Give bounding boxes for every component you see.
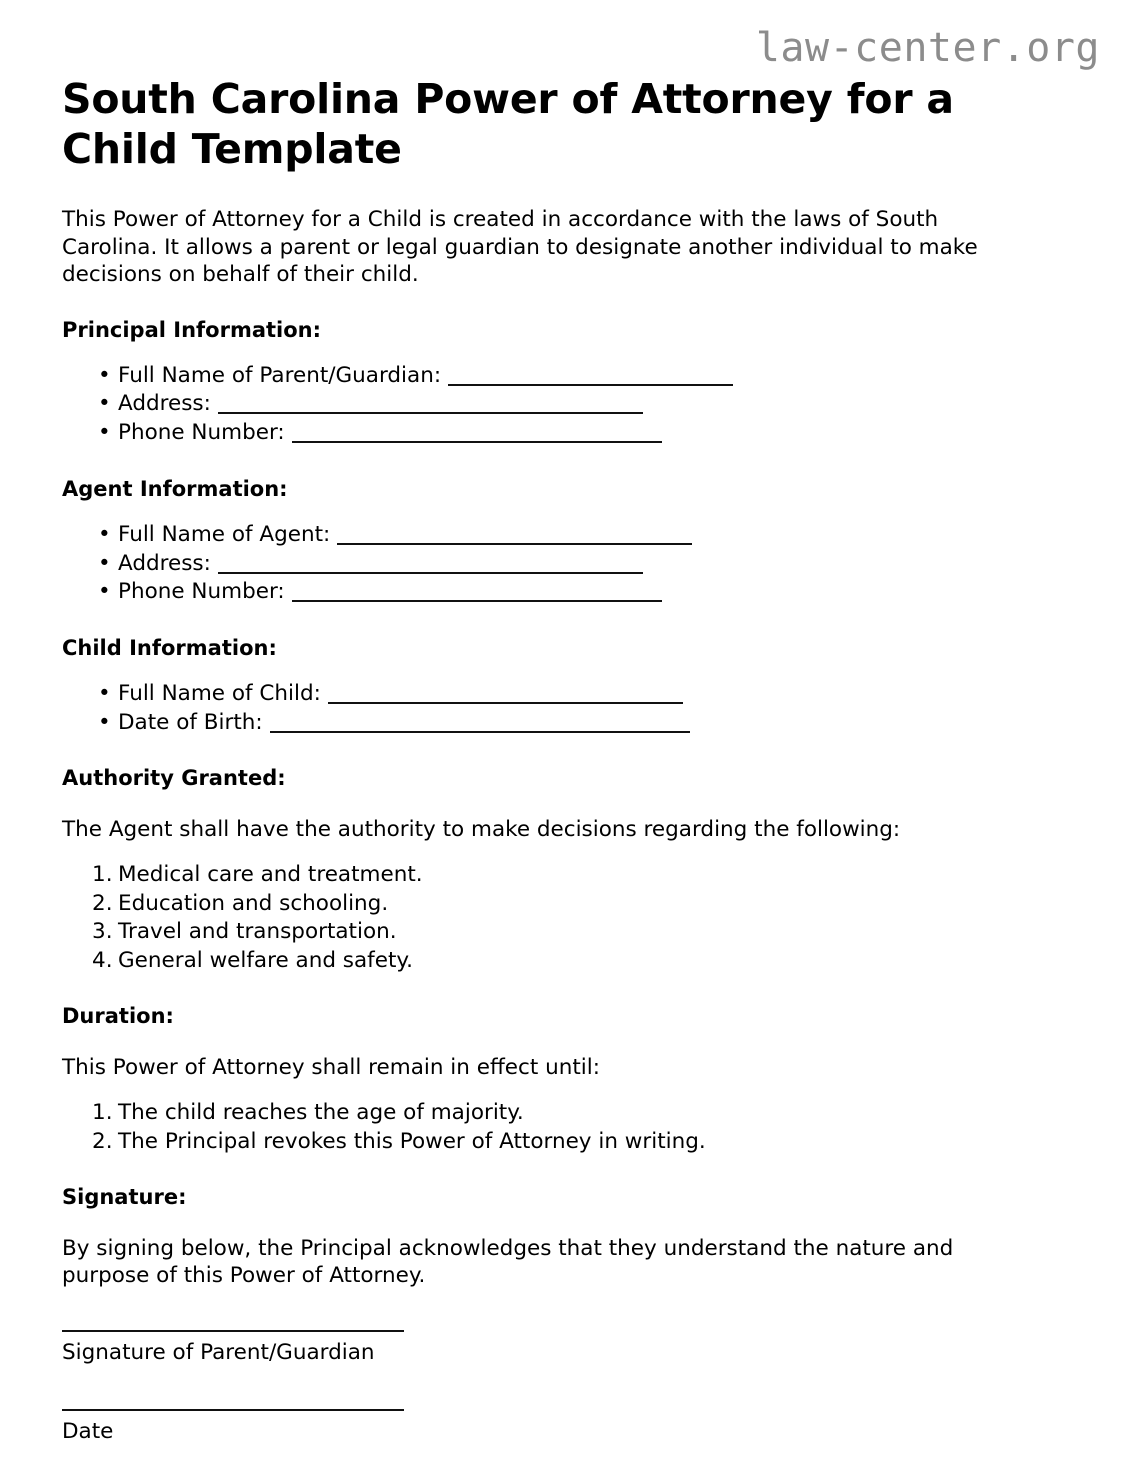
signature-spacer: [62, 1367, 1071, 1409]
list-item: Medical care and treatment.: [118, 862, 423, 888]
principal-field-list: [62, 344, 1071, 448]
duration-list: [62, 1081, 1071, 1156]
list-item: The child reaches the age of majority.: [118, 1100, 524, 1126]
list-item: Education and schooling.: [118, 890, 389, 916]
field-label: Phone Number:: [118, 579, 285, 605]
section-heading-agent: Agent Information:: [62, 476, 288, 501]
list-item: General welfare and safety.: [118, 947, 413, 973]
field-blank-line[interactable]: [218, 557, 643, 574]
field-blank-line[interactable]: [218, 397, 643, 414]
field-blank-line[interactable]: [292, 585, 662, 602]
signature-intro: By signing below, the Principal acknowledges that they understand the nature and purpose of this Power of Attorney.: [62, 1235, 954, 1289]
field-label: Address:: [118, 391, 211, 417]
field-blank-line[interactable]: [448, 369, 733, 386]
section-heading-signature: Signature:: [62, 1185, 187, 1210]
field-label: Full Name of Agent:: [118, 521, 331, 547]
list-item: [62, 578, 1071, 607]
signature-label: Signature of Parent/Guardian: [62, 1339, 375, 1365]
site-watermark: law-center.org: [755, 25, 1100, 71]
authority-intro: The Agent shall have the authority to make decisions regarding the following:: [62, 816, 901, 842]
field-blank-line[interactable]: [270, 716, 690, 733]
list-item: [62, 521, 1071, 550]
agent-field-list: [62, 503, 1071, 607]
signature-block: [62, 1290, 1071, 1446]
intro-paragraph: This Power of Attorney for a Child is created in accordance with the laws of South Carolina. It allows a parent or legal guardian to designate another individual to make decisions on behalf of their child.: [62, 207, 978, 288]
list-item: [62, 680, 1071, 709]
field-blank-line[interactable]: [328, 687, 683, 704]
child-field-list: [62, 662, 1071, 737]
field-label: Full Name of Parent/Guardian:: [118, 362, 442, 388]
section-heading-principal: Principal Information:: [62, 317, 322, 342]
authority-list: [62, 843, 1071, 975]
section-heading-authority: Authority Granted:: [62, 766, 286, 791]
list-item: [62, 550, 1071, 579]
field-label: Full Name of Child:: [118, 681, 321, 707]
section-heading-child: Child Information:: [62, 635, 277, 660]
list-item: [62, 362, 1071, 391]
page-title: South Carolina Power of Attorney for a Child Template: [62, 75, 954, 174]
field-label: Phone Number:: [118, 420, 285, 446]
field-blank-line[interactable]: [337, 528, 692, 545]
list-item: The Principal revokes this Power of Attorney in writing.: [118, 1128, 706, 1154]
field-blank-line[interactable]: [292, 426, 662, 443]
field-label: Address:: [118, 550, 211, 576]
list-item: [62, 419, 1071, 448]
section-heading-duration: Duration:: [62, 1004, 174, 1029]
list-item: [62, 709, 1071, 738]
field-label: Date of Birth:: [118, 709, 263, 735]
list-item: Travel and transportation.: [118, 919, 397, 945]
duration-intro: This Power of Attorney shall remain in effect until:: [62, 1054, 600, 1080]
list-item: [62, 390, 1071, 419]
date-label: Date: [62, 1418, 114, 1444]
